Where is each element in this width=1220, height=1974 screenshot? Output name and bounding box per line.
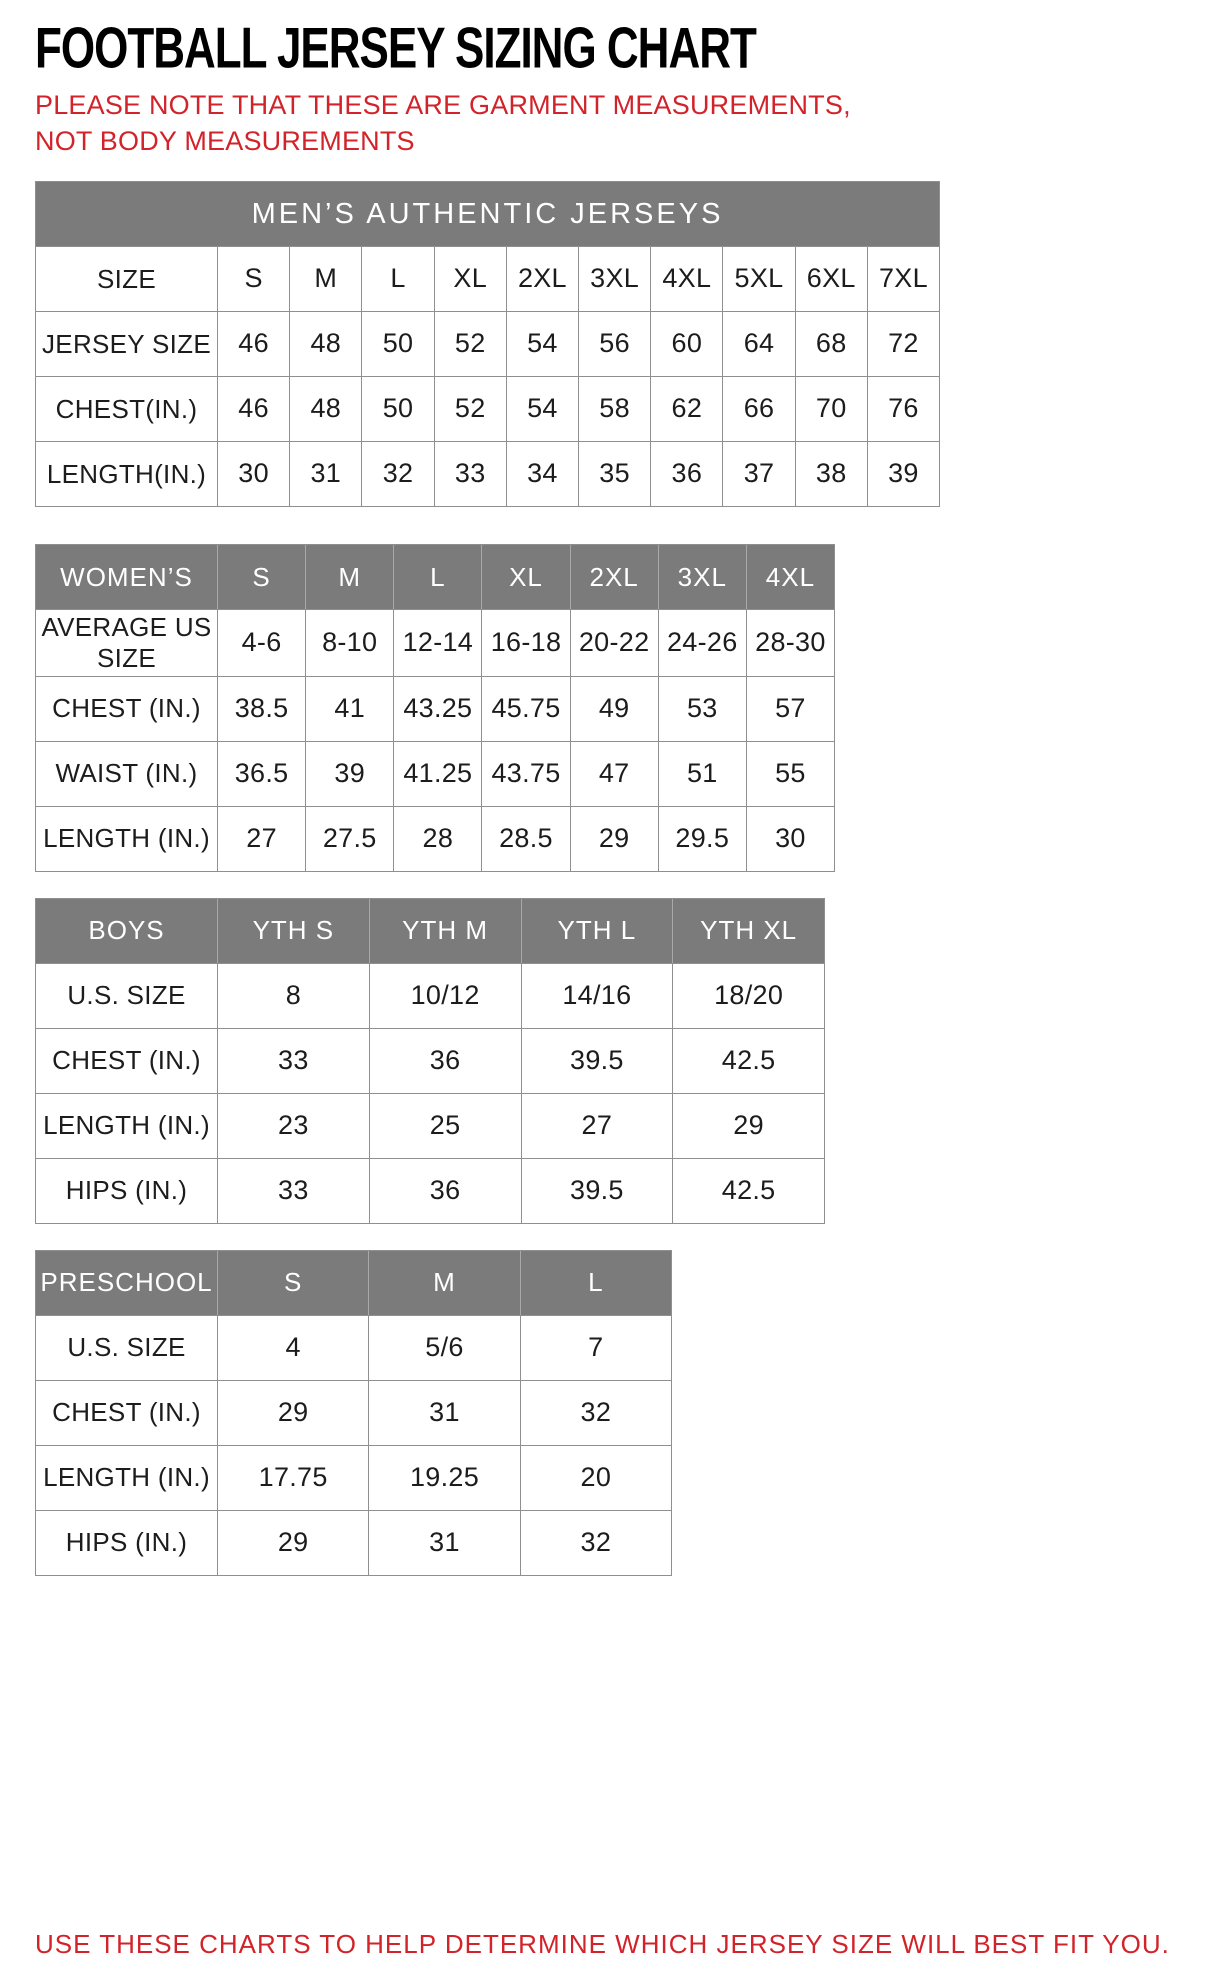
row-label: CHEST (IN.): [52, 693, 201, 724]
column-header: YTH S: [217, 899, 369, 963]
header-row: [36, 545, 834, 609]
row-label: LENGTH (IN.): [43, 1462, 210, 1493]
table-row: [36, 609, 834, 675]
size-value: 46: [217, 312, 289, 376]
size-value: 19.25: [368, 1446, 519, 1510]
size-value: 33: [434, 442, 506, 506]
table-row: [36, 963, 824, 1028]
size-value: 29: [570, 807, 658, 871]
size-value: 55: [746, 742, 834, 806]
size-value: 62: [650, 377, 722, 441]
size-value: 52: [434, 312, 506, 376]
column-header: 4XL: [746, 545, 834, 609]
size-value: 30: [746, 807, 834, 871]
size-value: 33: [217, 1159, 369, 1223]
size-value: 42.5: [672, 1159, 824, 1223]
column-header: YTH M: [369, 899, 521, 963]
size-value: 29: [217, 1381, 368, 1445]
size-value: 64: [722, 312, 794, 376]
header-label: PRESCHOOL: [40, 1267, 213, 1298]
size-value: 3XL: [578, 247, 650, 311]
row-label: U.S. SIZE: [67, 1332, 186, 1363]
size-value: 36.5: [217, 742, 305, 806]
row-label: CHEST (IN.): [52, 1397, 201, 1428]
row-label: LENGTH (IN.): [43, 823, 210, 854]
size-value: 30: [217, 442, 289, 506]
size-value: 45.75: [481, 677, 569, 741]
size-value: 32: [520, 1511, 671, 1575]
page-title: FOOTBALL JERSEY SIZING CHART: [35, 16, 756, 81]
table-row: [36, 311, 939, 376]
womens-sizing-table: [35, 544, 835, 871]
row-label: CHEST(IN.): [55, 393, 198, 424]
table-row: [36, 1158, 824, 1223]
column-header: S: [217, 545, 305, 609]
size-value: 36: [369, 1159, 521, 1223]
size-value: 70: [795, 377, 867, 441]
column-header: L: [520, 1251, 671, 1315]
size-value: 28-30: [746, 610, 834, 675]
size-value: 39: [867, 442, 939, 506]
row-label: U.S. SIZE: [67, 980, 186, 1011]
table-row: [36, 441, 939, 506]
size-value: 54: [506, 312, 578, 376]
size-value: 57: [746, 677, 834, 741]
table-row: [36, 246, 939, 311]
size-value: 20: [520, 1446, 671, 1510]
size-value: 8: [217, 964, 369, 1028]
size-value: 29: [672, 1094, 824, 1158]
size-value: 28.5: [481, 807, 569, 871]
size-value: 39: [305, 742, 393, 806]
size-value: 10/12: [369, 964, 521, 1028]
size-value: 50: [361, 312, 433, 376]
table-row: [36, 806, 834, 871]
size-value: 48: [289, 377, 361, 441]
size-value: 4-6: [217, 610, 305, 675]
column-header: S: [217, 1251, 368, 1315]
size-value: 24-26: [658, 610, 746, 675]
size-value: XL: [434, 247, 506, 311]
size-value: 23: [217, 1094, 369, 1158]
size-value: 76: [867, 377, 939, 441]
size-value: 52: [434, 377, 506, 441]
size-value: 2XL: [506, 247, 578, 311]
size-value: 27: [217, 807, 305, 871]
size-value: 51: [658, 742, 746, 806]
size-value: 27.5: [305, 807, 393, 871]
size-value: 47: [570, 742, 658, 806]
column-header: M: [305, 545, 393, 609]
size-value: 38.5: [217, 677, 305, 741]
size-value: 46: [217, 377, 289, 441]
header-row: [36, 1251, 671, 1315]
size-value: 35: [578, 442, 650, 506]
size-value: 34: [506, 442, 578, 506]
table-row: [36, 1380, 671, 1445]
size-value: 7XL: [867, 247, 939, 311]
table-row: [36, 376, 939, 441]
size-value: 28: [393, 807, 481, 871]
fit-advice-footer: USE THESE CHARTS TO HELP DETERMINE WHICH JERSEY SIZE WILL BEST FIT YOU.: [35, 1929, 1170, 1959]
size-value: 41.25: [393, 742, 481, 806]
size-value: 32: [361, 442, 433, 506]
size-value: 72: [867, 312, 939, 376]
row-label: HIPS (IN.): [65, 1527, 188, 1558]
size-value: 32: [520, 1381, 671, 1445]
size-value: 29: [217, 1511, 368, 1575]
size-value: 66: [722, 377, 794, 441]
size-value: 43.75: [481, 742, 569, 806]
size-value: 54: [506, 377, 578, 441]
size-value: 56: [578, 312, 650, 376]
column-header: YTH L: [521, 899, 673, 963]
column-header: M: [368, 1251, 519, 1315]
size-value: 31: [368, 1381, 519, 1445]
row-label: HIPS (IN.): [65, 1175, 188, 1206]
size-value: 6XL: [795, 247, 867, 311]
size-value: 8-10: [305, 610, 393, 675]
row-label: LENGTH(IN.): [46, 458, 207, 489]
size-value: 25: [369, 1094, 521, 1158]
row-label: LENGTH (IN.): [43, 1110, 210, 1141]
table-row: [36, 676, 834, 741]
size-value: 18/20: [672, 964, 824, 1028]
size-value: 50: [361, 377, 433, 441]
column-header: 3XL: [658, 545, 746, 609]
size-value: 20-22: [570, 610, 658, 675]
size-value: 53: [658, 677, 746, 741]
size-value: 39.5: [521, 1029, 673, 1093]
size-value: 42.5: [672, 1029, 824, 1093]
table-row: [36, 1028, 824, 1093]
size-value: M: [289, 247, 361, 311]
column-header: XL: [481, 545, 569, 609]
size-value: 4: [217, 1316, 368, 1380]
column-header: 2XL: [570, 545, 658, 609]
column-header: YTH XL: [672, 899, 824, 963]
garment-measurements-note: PLEASE NOTE THAT THESE ARE GARMENT MEASUREMENTS, NOT BODY MEASUREMENTS: [35, 90, 851, 156]
size-value: 36: [369, 1029, 521, 1093]
size-value: 29.5: [658, 807, 746, 871]
size-value: 60: [650, 312, 722, 376]
size-value: 4XL: [650, 247, 722, 311]
size-value: 12-14: [393, 610, 481, 675]
size-value: 27: [521, 1094, 673, 1158]
size-value: 49: [570, 677, 658, 741]
row-label: CHEST (IN.): [52, 1045, 201, 1076]
mens-authentic-jerseys-table: [35, 181, 940, 507]
table-row: [36, 1510, 671, 1575]
size-value: 36: [650, 442, 722, 506]
row-label: AVERAGE US SIZE: [41, 612, 212, 673]
size-value: 17.75: [217, 1446, 368, 1510]
header-label: BOYS: [88, 915, 165, 946]
row-label: SIZE: [97, 263, 156, 294]
table-row: [36, 1445, 671, 1510]
table-banner: MEN’S AUTHENTIC JERSEYS: [36, 182, 939, 246]
size-value: 43.25: [393, 677, 481, 741]
boys-sizing-table: [35, 898, 825, 1224]
size-value: S: [217, 247, 289, 311]
size-value: 5XL: [722, 247, 794, 311]
size-value: 48: [289, 312, 361, 376]
size-value: 5/6: [368, 1316, 519, 1380]
size-value: 38: [795, 442, 867, 506]
table-row: [36, 1093, 824, 1158]
row-label: WAIST (IN.): [55, 758, 198, 789]
preschool-sizing-table: [35, 1250, 672, 1576]
size-value: 16-18: [481, 610, 569, 675]
size-value: 68: [795, 312, 867, 376]
size-value: 14/16: [521, 964, 673, 1028]
size-value: 39.5: [521, 1159, 673, 1223]
header-row: [36, 899, 824, 963]
size-value: L: [361, 247, 433, 311]
size-value: 41: [305, 677, 393, 741]
column-header: L: [393, 545, 481, 609]
size-value: 58: [578, 377, 650, 441]
size-value: 7: [520, 1316, 671, 1380]
size-value: 37: [722, 442, 794, 506]
row-label: JERSEY SIZE: [42, 328, 211, 359]
size-value: 33: [217, 1029, 369, 1093]
header-label: WOMEN’S: [60, 561, 193, 592]
table-row: [36, 1315, 671, 1380]
size-value: 31: [289, 442, 361, 506]
table-row: [36, 741, 834, 806]
size-value: 31: [368, 1511, 519, 1575]
